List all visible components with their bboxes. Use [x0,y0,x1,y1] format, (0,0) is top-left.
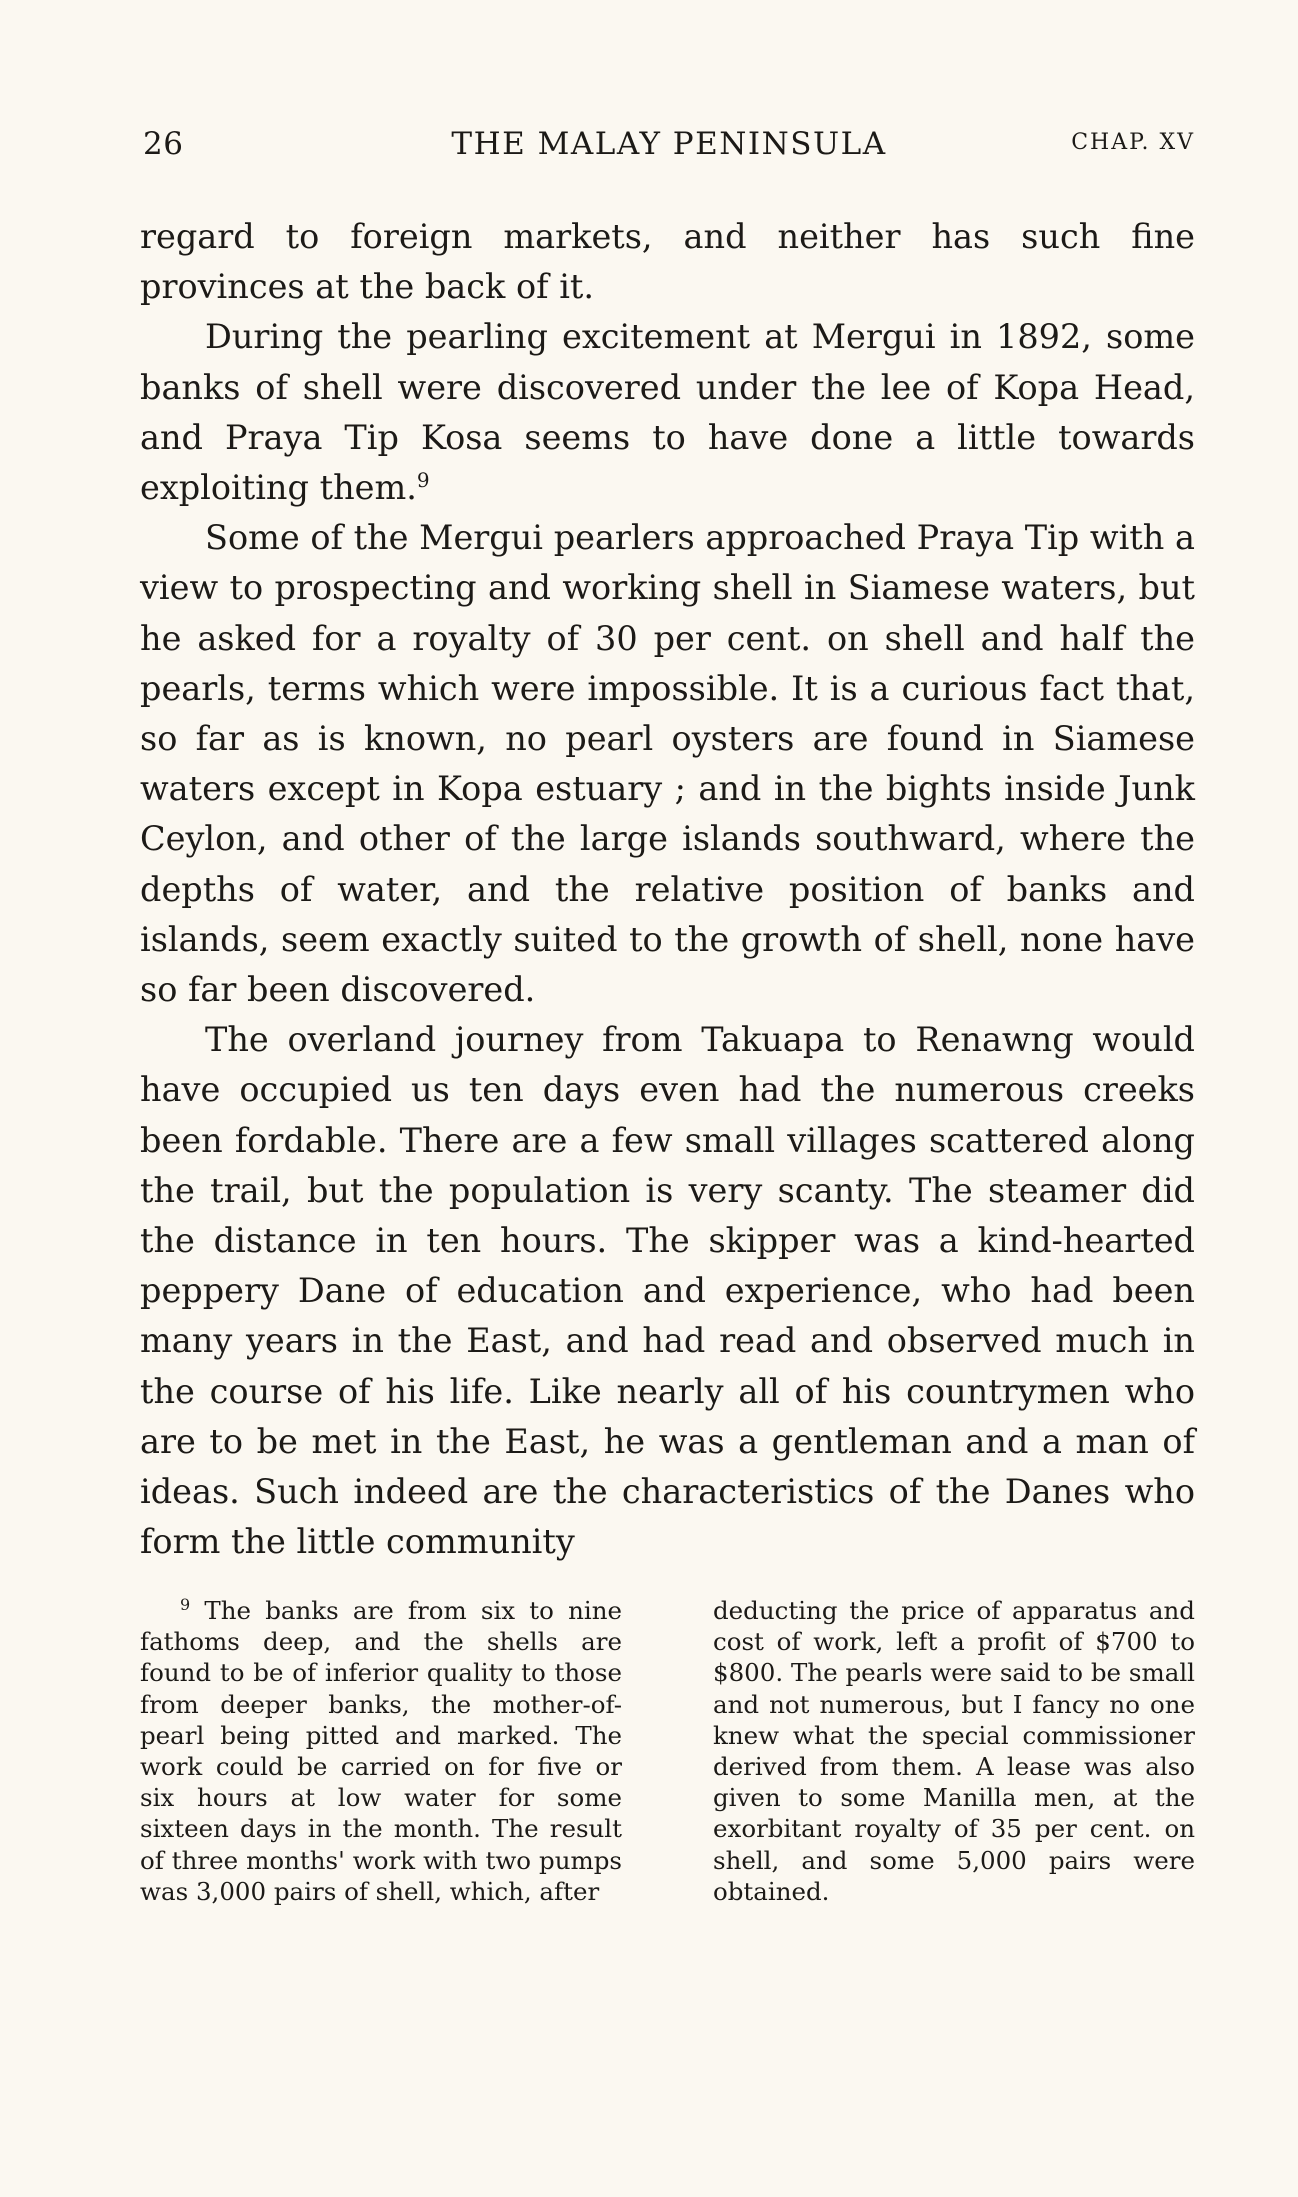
footnote-left-text [140,1595,622,1907]
footnotes [140,1595,1195,1907]
paragraph-pearling [140,312,1195,513]
footnote-reference[interactable]: 9 [416,467,430,492]
paragraph-continued: regard to foreign markets, and neither has such fine provinces at the back of it. [140,217,1195,307]
footnote-column-right [713,1595,1195,1907]
chapter-label: CHAP. XV [1071,130,1195,155]
footnote-column-left [140,1595,622,1907]
paragraph-overland-journey: The overland journey from Takuapa to Renawng would have occupied us ten days even had the numerous creeks been fordable. There are a few small villages scattered along the trail, but the population is very scanty. The steamer did the distance in ten hours. The skipper was a kind-hearted peppery Dane of education and experience, who had been many years in the East, and had read and observed much in the course of his life. Like nearly all of his countrymen who are to be met in the East, he was a gentleman and a man of ideas. Such indeed are the characteristics of the Danes who form the little community [140,1020,1195,1562]
paragraph-mergui-pearlers: Some of the Mergui pearlers approached Praya Tip with a view to prospecting and working shell in Siamese waters, but he asked for a royalty of 30 per cent. on shell and half the pearls, terms which were impossible. It is a curious fact that, so far as is known, no pearl oysters are found in Siamese waters except in Kopa estuary ; and in the bights inside Junk Ceylon, and other of the large islands southward, where the depths of water, and the relative position of banks and islands, seem exactly suited to the growth of shell, none have so far been discovered. [140,518,1195,1010]
footnote-marker: 9 [180,1594,191,1614]
main-text [140,212,1195,1567]
page-number: 26 [143,126,184,162]
running-title: THE MALAY PENINSULA [451,126,887,162]
footnote-right-text: deducting the price of apparatus and cost of work, left a profit of $700 to $800. The pearls were said to be small and not numerous, but I fancy no one knew what the special commissioner derived from them. A lease was also given to some Manilla men, at the exorbitant royalty of 35 per cent. on shell, and some 5,000 pairs were obtained. [713,1596,1195,1906]
paragraph-pearling-text: During the pearling excitement at Mergui in 1892, some banks of shell were discovered under the lee of Kopa Head, and Praya Tip Kosa seems to have done a little towards exploiting them. [140,317,1195,508]
footnote-left-body: The banks are from six to nine fathoms deep, and the shells are found to be of inferior quality to those from deeper banks, the mother-of-pearl being pitted and marked. The work could be carried on for five or six hours at low water for some sixteen days in the month. The result of three months' work with two pumps was 3,000 pairs of shell, which, after [140,1596,622,1906]
running-header [143,126,1195,170]
